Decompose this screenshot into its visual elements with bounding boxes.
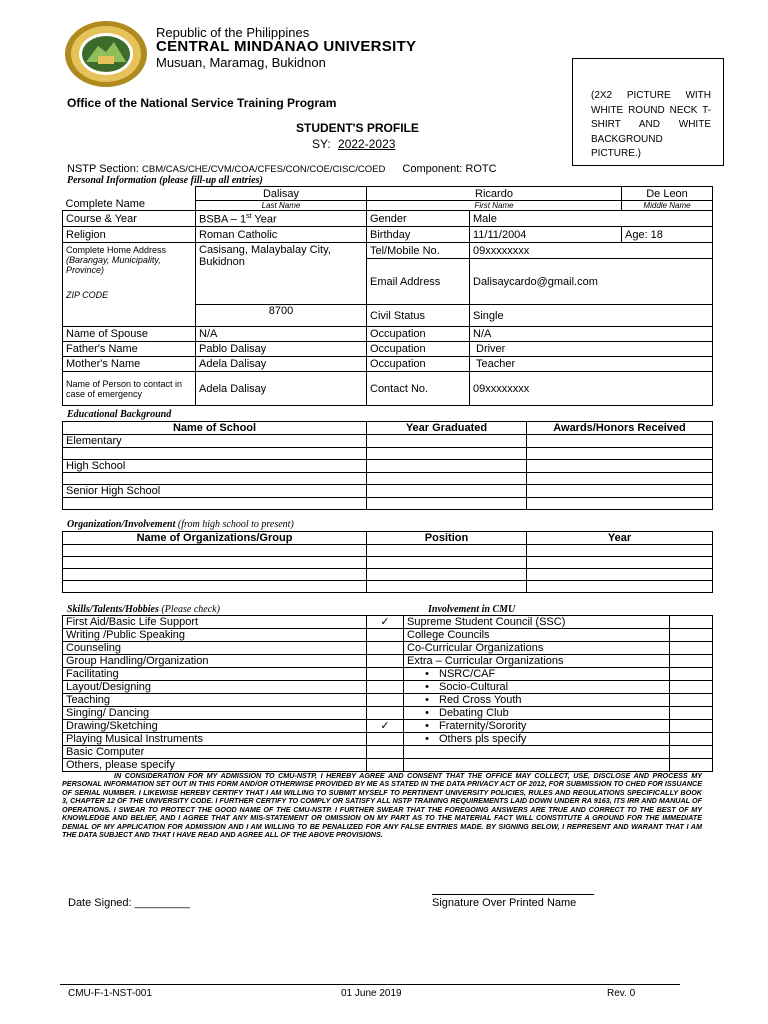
organization-cell bbox=[367, 557, 527, 569]
zip-code-label: ZIP CODE bbox=[66, 290, 109, 300]
education-title: Educational Background bbox=[67, 409, 172, 420]
education-cell bbox=[367, 435, 527, 448]
skills-row bbox=[63, 733, 713, 746]
skills-row bbox=[63, 668, 713, 681]
civil-status-label: Civil Status bbox=[367, 305, 470, 327]
skill-label: Counseling bbox=[63, 642, 367, 655]
home-address-value: Casisang, Malaybalay City, Bukidnon bbox=[196, 243, 367, 305]
skills-row bbox=[63, 759, 713, 772]
birthday-value: 11/11/2004 bbox=[470, 227, 622, 243]
education-cell bbox=[367, 473, 527, 485]
personal-info-title: Personal Information (please fill-up all entries) bbox=[67, 175, 263, 186]
age-value: Age: 18 bbox=[622, 227, 713, 243]
education-header-awards: Awards/Honors Received bbox=[527, 422, 713, 435]
skill-label: Singing/ Dancing bbox=[63, 707, 367, 720]
organization-cell bbox=[63, 569, 367, 581]
education-table bbox=[62, 421, 713, 510]
education-level-elementary: Elementary bbox=[63, 435, 367, 448]
involvement-label bbox=[404, 733, 670, 746]
first-name-value: Ricardo bbox=[475, 187, 513, 200]
religion-label: Religion bbox=[63, 227, 196, 243]
skills-row bbox=[63, 707, 713, 720]
middle-name-caption: Middle Name bbox=[622, 200, 712, 210]
education-cell bbox=[527, 473, 713, 485]
university-seal-logo bbox=[64, 20, 148, 88]
skill-label: Teaching bbox=[63, 694, 367, 707]
father-label: Father's Name bbox=[63, 342, 196, 357]
skills-title: Skills/Talents/Hobbies (Please check) bbox=[67, 604, 220, 615]
skill-label: Writing /Public Speaking bbox=[63, 629, 367, 642]
skill-checkbox[interactable]: ✓ bbox=[367, 720, 404, 733]
education-cell bbox=[63, 448, 367, 460]
education-header-year: Year Graduated bbox=[367, 422, 527, 435]
home-address-label-cell bbox=[63, 243, 196, 327]
contact-no-label: Contact No. bbox=[367, 372, 470, 406]
email-label: Email Address bbox=[367, 259, 470, 305]
involvement-checkbox[interactable] bbox=[670, 707, 713, 720]
skills-row bbox=[63, 655, 713, 668]
footer-rule bbox=[60, 984, 680, 985]
date-signed: Date Signed: _________ bbox=[68, 897, 190, 909]
involvement-label bbox=[404, 720, 670, 733]
religion-value: Roman Catholic bbox=[196, 227, 367, 243]
spouse-occupation-label: Occupation bbox=[367, 327, 470, 342]
education-cell bbox=[527, 485, 713, 498]
tel-value: 09xxxxxxxx bbox=[470, 243, 713, 259]
footer-form-code: CMU-F-1-NST-001 bbox=[68, 988, 152, 999]
involvement-label bbox=[404, 707, 670, 720]
organization-title: Organization/Involvement (from high school to present) bbox=[67, 519, 294, 530]
first-name-caption: First Name bbox=[367, 200, 621, 210]
education-cell bbox=[527, 498, 713, 510]
organization-cell bbox=[367, 581, 527, 593]
skill-label: Drawing/Sketching bbox=[63, 720, 367, 733]
skill-label: Group Handling/Organization bbox=[63, 655, 367, 668]
skill-checkbox[interactable] bbox=[367, 733, 404, 746]
mother-occupation-label: Occupation bbox=[367, 357, 470, 372]
education-cell bbox=[367, 498, 527, 510]
form-title: STUDENT'S PROFILE bbox=[296, 121, 419, 135]
skill-checkbox[interactable] bbox=[367, 707, 404, 720]
zip-code-value: 8700 bbox=[196, 305, 367, 327]
section-value: CBM/CAS/CHE/CVM/COA/CFES/CON/COE/CISC/COED bbox=[142, 164, 386, 175]
involvement-checkbox[interactable] bbox=[670, 694, 713, 707]
skill-checkbox[interactable] bbox=[367, 746, 404, 759]
education-cell bbox=[63, 498, 367, 510]
skill-label: First Aid/Basic Life Support bbox=[63, 616, 367, 629]
organization-cell bbox=[527, 545, 713, 557]
section-label: NSTP Section: bbox=[67, 163, 139, 175]
organization-cell bbox=[527, 557, 713, 569]
complete-name-label: Complete Name bbox=[63, 187, 196, 211]
consent-text: IN CONSIDERATION FOR MY ADMISSION TO CMU-NSTP, I HEREBY AGREE AND CONSENT THAT THE OFFICE MAY COLLECT, USE, DISCLOSE AND PROCESS MY PERSONAL INFORMATION SET OUT IN THIS FORM AND/OR OTHERWISE PROVIDED BY ME AS STATED IN THE DATA PRIVACY ACT OF 2012, FOR SUBMISSION TO CHED FOR ISSUANCE OF SERIAL NUMBER. I LIKEWISE HEREBY CERTIFY THAT I AM WILLING TO SUBMIT MYSELF TO PERTINENT UNIVERSITY POLICIES, RULES AND REGULATIONS SPECIFICALLY BOOK 3, CHAPTER 12 OF THE UNIVERSITY CODE. I FURTHER CERTIFY TO COMPLY OR SATISFY ALL NSTP TRAINING REQUIREMENTS LAID DOWN UNDER RA 9163, ITS IRR AND MANUAL OF OPERATIONS. I SWEAR TO PROTECT THE GOOD NAME OF THE CMU-NSTP. I FURTHER SWEAR THAT THE FOREGOING ANSWERS ARE TRUE AND CORRECT TO THE BEST OF MY KNOWLEDGE AND BELIEF, AND I AGREE THAT ANY MIS-STATEMENT OR OMISSION ON MY PART AS TO THE MATERIAL FACT WILL CONSTITUTE A GROUND FOR THE IMMEDIATE DENIAL OF MY APPLICATION FOR ADMISSION AND I AM WILLING TO BE PENALIZED FOR ANY FALSE ENTRIES MADE. BY SIGNING BELOW, I REPRESENT AND WARANT THAT I AM THE DATA SUBJECT AND THAT I HAVE READ AND AGREE ALL OF THE ABOVE PROVISIONS. bbox=[62, 771, 702, 840]
component-label: Component: bbox=[402, 163, 463, 175]
education-cell bbox=[527, 448, 713, 460]
involvement-label: Co-Curricular Organizations bbox=[404, 642, 670, 655]
skill-checkbox[interactable] bbox=[367, 629, 404, 642]
gender-label: Gender bbox=[367, 211, 470, 227]
involvement-checkbox[interactable] bbox=[670, 616, 713, 629]
education-cell bbox=[527, 460, 713, 473]
involvement-title: Involvement in CMU bbox=[428, 604, 516, 615]
office-title: Office of the National Service Training Program bbox=[67, 96, 337, 110]
signature-line bbox=[432, 894, 594, 895]
gender-value: Male bbox=[470, 211, 713, 227]
first-name-cell bbox=[367, 187, 622, 211]
education-cell bbox=[527, 435, 713, 448]
involvement-checkbox[interactable] bbox=[670, 746, 713, 759]
education-cell bbox=[367, 448, 527, 460]
emergency-contact-label: Name of Person to contact in case of emergency bbox=[63, 372, 196, 406]
home-address-label: Complete Home Address (Barangay, Municipality, Province) bbox=[66, 245, 167, 275]
involvement-checkbox[interactable] bbox=[670, 720, 713, 733]
involvement-bullet-item: • Debating Club bbox=[407, 707, 509, 719]
involvement-label bbox=[404, 759, 670, 772]
footer-revision: Rev. 0 bbox=[607, 988, 636, 999]
signature-label: Signature Over Printed Name bbox=[432, 897, 577, 909]
last-name-caption: Last Name bbox=[196, 200, 366, 210]
photo-instruction: (2X2 PICTURE WITH WHITE ROUND NECK T-SHIRT AND WHITE BACKGROUND PICTURE.) bbox=[591, 90, 711, 159]
involvement-label bbox=[404, 694, 670, 707]
country-text: Republic of the Philippines bbox=[156, 25, 310, 40]
skill-label: Layout/Designing bbox=[63, 681, 367, 694]
email-value: Dalisaycardo@gmail.com bbox=[470, 259, 713, 305]
sy-label: SY: bbox=[312, 137, 331, 151]
school-year bbox=[312, 137, 395, 151]
organization-cell bbox=[63, 545, 367, 557]
education-cell bbox=[63, 473, 367, 485]
university-address: Musuan, Maramag, Bukidnon bbox=[156, 55, 326, 70]
organization-header-year: Year bbox=[527, 532, 713, 545]
organization-header-name: Name of Organizations/Group bbox=[63, 532, 367, 545]
involvement-checkbox[interactable] bbox=[670, 681, 713, 694]
skills-involvement-table bbox=[62, 615, 713, 772]
involvement-checkbox[interactable] bbox=[670, 668, 713, 681]
involvement-bullet-item: • NSRC/CAF bbox=[407, 668, 495, 680]
education-level-high-school: High School bbox=[63, 460, 367, 473]
involvement-bullet-item: • Socio-Cultural bbox=[407, 681, 508, 693]
involvement-checkbox[interactable] bbox=[670, 642, 713, 655]
involvement-checkbox[interactable] bbox=[670, 759, 713, 772]
skills-row bbox=[63, 681, 713, 694]
organization-cell bbox=[63, 557, 367, 569]
university-name: CENTRAL MINDANAO UNIVERSITY bbox=[156, 38, 417, 55]
civil-status-value: Single bbox=[470, 305, 713, 327]
skill-label: Facilitating bbox=[63, 668, 367, 681]
involvement-bullet-item: • Red Cross Youth bbox=[407, 694, 522, 706]
involvement-label: College Councils bbox=[404, 629, 670, 642]
personal-info-table bbox=[62, 186, 713, 406]
spouse-value: N/A bbox=[196, 327, 367, 342]
skills-row bbox=[63, 694, 713, 707]
organization-cell bbox=[63, 581, 367, 593]
father-occupation-value: Driver bbox=[470, 342, 713, 357]
involvement-checkbox[interactable] bbox=[670, 655, 713, 668]
skill-checkbox[interactable] bbox=[367, 681, 404, 694]
skills-row bbox=[63, 746, 713, 759]
education-cell bbox=[367, 460, 527, 473]
skills-row bbox=[63, 720, 713, 733]
skill-checkbox[interactable] bbox=[367, 642, 404, 655]
course-value: BSBA – 1st Year bbox=[196, 211, 367, 227]
spouse-label: Name of Spouse bbox=[63, 327, 196, 342]
organization-cell bbox=[527, 569, 713, 581]
footer-date: 01 June 2019 bbox=[341, 988, 402, 999]
involvement-label: Extra – Curricular Organizations bbox=[404, 655, 670, 668]
involvement-checkbox[interactable] bbox=[670, 733, 713, 746]
father-value: Pablo Dalisay bbox=[196, 342, 367, 357]
skill-label: Others, please specify bbox=[63, 759, 367, 772]
tel-label: Tel/Mobile No. bbox=[367, 243, 470, 259]
father-occupation-label: Occupation bbox=[367, 342, 470, 357]
spouse-occupation-value: N/A bbox=[470, 327, 713, 342]
skill-label: Playing Musical Instruments bbox=[63, 733, 367, 746]
last-name-value: Dalisay bbox=[262, 187, 300, 200]
skill-checkbox[interactable] bbox=[367, 668, 404, 681]
last-name-cell bbox=[196, 187, 367, 211]
involvement-label bbox=[404, 681, 670, 694]
skill-checkbox[interactable] bbox=[367, 694, 404, 707]
skill-checkbox[interactable] bbox=[367, 759, 404, 772]
birthday-label: Birthday bbox=[367, 227, 470, 243]
photo-box bbox=[572, 58, 724, 166]
middle-name-cell bbox=[622, 187, 713, 211]
emergency-contact-value: Adela Dalisay bbox=[196, 372, 367, 406]
organization-cell bbox=[527, 581, 713, 593]
education-level-senior-high: Senior High School bbox=[63, 485, 367, 498]
course-label: Course & Year bbox=[63, 211, 196, 227]
organization-table bbox=[62, 531, 713, 593]
skills-row bbox=[63, 616, 713, 629]
skill-checkbox[interactable] bbox=[367, 655, 404, 668]
skill-label: Basic Computer bbox=[63, 746, 367, 759]
involvement-label: Supreme Student Council (SSC) bbox=[404, 616, 670, 629]
involvement-bullet-item: • Fraternity/Sorority bbox=[407, 720, 526, 732]
mother-value: Adela Dalisay bbox=[196, 357, 367, 372]
education-cell bbox=[367, 485, 527, 498]
involvement-bullet-item: • Others pls specify bbox=[407, 733, 526, 745]
skill-checkbox[interactable]: ✓ bbox=[367, 616, 404, 629]
organization-header-position: Position bbox=[367, 532, 527, 545]
skills-row bbox=[63, 629, 713, 642]
contact-no-value: 09xxxxxxxx bbox=[470, 372, 713, 406]
nstp-section-line bbox=[67, 163, 497, 175]
middle-name-value: De Leon bbox=[646, 187, 688, 200]
organization-cell bbox=[367, 569, 527, 581]
organization-cell bbox=[367, 545, 527, 557]
skills-row bbox=[63, 642, 713, 655]
involvement-label bbox=[404, 668, 670, 681]
involvement-label bbox=[404, 746, 670, 759]
education-header-school: Name of School bbox=[63, 422, 367, 435]
involvement-checkbox[interactable] bbox=[670, 629, 713, 642]
mother-label: Mother's Name bbox=[63, 357, 196, 372]
mother-occupation-value: Teacher bbox=[470, 357, 713, 372]
sy-value: 2022-2023 bbox=[338, 137, 396, 151]
component-value: ROTC bbox=[465, 163, 497, 175]
